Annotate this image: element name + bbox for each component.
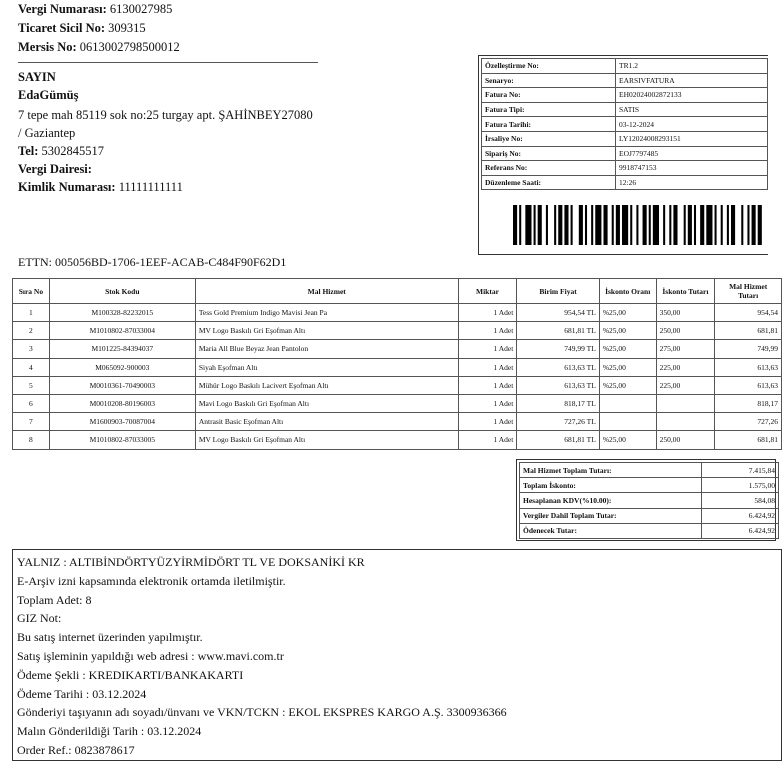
- barcode: [513, 205, 768, 245]
- barcode-bar: [727, 205, 729, 245]
- totals-row: [520, 523, 779, 538]
- table-cell: %25,00: [599, 358, 656, 376]
- table-cell: M100328-82232015: [49, 304, 195, 322]
- meta-label: Fatura Tipi:: [482, 102, 616, 117]
- table-cell: MV Logo Baskılı Gri Eşofman Altı: [195, 431, 458, 449]
- barcode-bar: [513, 205, 517, 245]
- barcode-bar: [700, 205, 704, 245]
- table-row: [13, 413, 782, 431]
- meta-value: 12:26: [616, 175, 768, 190]
- barcode-bar: [673, 205, 677, 245]
- table-row: [13, 340, 782, 358]
- buyer-sayin: SAYIN: [18, 70, 56, 84]
- table-cell: 1 Adet: [458, 340, 517, 358]
- table-cell: [599, 413, 656, 431]
- table-cell: MV Logo Baskılı Gri Eşofman Altı: [195, 322, 458, 340]
- table-cell: 749,99 TL: [517, 340, 599, 358]
- barcode-bar: [643, 205, 647, 245]
- table-cell: 681,81 TL: [517, 431, 599, 449]
- meta-value: 03-12-2024: [616, 117, 768, 132]
- meta-row: [482, 73, 768, 88]
- table-cell: M1600903-70087004: [49, 413, 195, 431]
- buyer-address: 7 tepe mah 85119 sok no:25 turgay apt. ŞAHİNBEY27080 / Gaziantep: [18, 108, 313, 140]
- header-mal-hizmet: Mal Hizmet: [195, 279, 458, 304]
- meta-label: Referans No:: [482, 161, 616, 176]
- note-line: YALNIZ : ALTIBİNDÖRTYÜZYİRMİDÖRT TL VE DOKSANİKİ KR: [17, 555, 365, 569]
- note-line: E-Arşiv izni kapsamında elektronik ortamda iletilmiştir.: [17, 573, 286, 588]
- totals-table: [519, 462, 779, 539]
- barcode-bar: [538, 205, 542, 245]
- header-mal-hizmet-tutari: Mal Hizmet Tutarı: [715, 279, 782, 304]
- barcode-bar: [758, 205, 762, 245]
- barcode-bar: [747, 205, 749, 245]
- barcode-bar: [579, 205, 583, 245]
- table-cell: 727,26: [715, 413, 782, 431]
- table-cell: 818,17: [715, 394, 782, 412]
- header-miktar: Miktar: [458, 279, 517, 304]
- meta-value: TR1.2: [616, 59, 768, 74]
- ettn: ETTN: 005056BD-1706-1EEF-ACAB-C484F90F62D1: [18, 255, 287, 269]
- table-cell: [656, 413, 715, 431]
- table-cell: 225,00: [656, 376, 715, 394]
- totals-label: Toplam İskonto:: [520, 478, 702, 493]
- notes-box: [12, 549, 782, 761]
- barcode-bar: [525, 205, 531, 245]
- totals-value: 6.424,92: [702, 508, 779, 523]
- barcode-bar: [558, 205, 562, 245]
- barcode-bar: [669, 205, 671, 245]
- totals-value: 1.575,00: [702, 478, 779, 493]
- table-cell: 613,63: [715, 376, 782, 394]
- barcode-bar: [546, 205, 548, 245]
- table-cell: 954,54: [715, 304, 782, 322]
- table-cell: 4: [13, 358, 50, 376]
- meta-row: [482, 161, 768, 176]
- meta-row: [482, 131, 768, 146]
- meta-row: [482, 117, 768, 132]
- header-birim-fiyat: Birim Fiyat: [517, 279, 599, 304]
- note-line: Satış işleminin yapıldığı web adresi : www.mavi.com.tr: [17, 648, 284, 663]
- invoice-meta-table: [481, 58, 768, 190]
- table-row: [13, 431, 782, 449]
- meta-row: [482, 102, 768, 117]
- table-cell: 1 Adet: [458, 376, 517, 394]
- meta-label: Sipariş No:: [482, 146, 616, 161]
- barcode-bar: [630, 205, 632, 245]
- barcode-bar: [564, 205, 568, 245]
- meta-value: LY12024008293151: [616, 131, 768, 146]
- table-cell: M1010802-87033004: [49, 322, 195, 340]
- table-row: [13, 394, 782, 412]
- note-line: Gönderiyi taşıyanın adı soyadı/ünvanı ve VKN/TCKN : EKOL EKSPRES KARGO A.Ş. 3300936366: [17, 705, 507, 720]
- header-stok-kodu: Stok Kodu: [49, 279, 195, 304]
- table-cell: Tess Gold Premium Indigo Mavisi Jean Pa: [195, 304, 458, 322]
- table-cell: 1 Adet: [458, 413, 517, 431]
- barcode-bar: [571, 205, 573, 245]
- table-cell: 1 Adet: [458, 394, 517, 412]
- buyer-tax-office: Vergi Dairesi:: [18, 162, 92, 176]
- barcode-bar: [591, 205, 593, 245]
- table-cell: 5: [13, 376, 50, 394]
- note-line: Ödeme Şekli : KREDIKARTI/BANKAKARTI: [17, 667, 244, 682]
- barcode-bar: [534, 205, 536, 245]
- table-cell: Siyah Eşofman Altı: [195, 358, 458, 376]
- note-line: GIZ Not:: [17, 611, 62, 626]
- table-cell: 613,63: [715, 358, 782, 376]
- meta-label: Özelleştirme No:: [482, 59, 616, 74]
- meta-value: SATIS: [616, 102, 768, 117]
- barcode-bar: [616, 205, 620, 245]
- barcode-bar: [554, 205, 556, 245]
- barcode-bar: [688, 205, 692, 245]
- barcode-bar: [706, 205, 712, 245]
- table-cell: 225,00: [656, 358, 715, 376]
- barcode-bar: [595, 205, 601, 245]
- meta-row: [482, 59, 768, 74]
- barcode-bar: [721, 205, 723, 245]
- divider: [18, 62, 318, 63]
- table-cell: Mavi Logo Baskılı Gri Eşofman Altı: [195, 394, 458, 412]
- table-row: [13, 358, 782, 376]
- meta-label: Fatura No:: [482, 88, 616, 103]
- table-cell: 681,81: [715, 322, 782, 340]
- totals-value: 6.424,92: [702, 523, 779, 538]
- buyer-tel: Tel: 5302845517: [18, 144, 104, 158]
- meta-label: Düzenleme Saati:: [482, 175, 616, 190]
- totals-label: Vergiler Dahil Toplam Tutar:: [520, 508, 702, 523]
- totals-row: [520, 508, 779, 523]
- barcode-bar: [636, 205, 638, 245]
- barcode-bar: [585, 205, 587, 245]
- buyer-info: [18, 68, 348, 196]
- barcode-bar: [752, 205, 756, 245]
- table-cell: M065092-900003: [49, 358, 195, 376]
- note-line: Ödeme Tarihi : 03.12.2024: [17, 686, 147, 701]
- table-cell: 1 Adet: [458, 304, 517, 322]
- barcode-bar: [663, 205, 665, 245]
- barcode-bar: [684, 205, 686, 245]
- barcode-bar: [612, 205, 614, 245]
- table-cell: %25,00: [599, 340, 656, 358]
- meta-value: EH02024002872133: [616, 88, 768, 103]
- table-cell: 350,00: [656, 304, 715, 322]
- meta-value: 9918747153: [616, 161, 768, 176]
- barcode-bar: [741, 205, 743, 245]
- table-cell: Mühür Logo Baskılı Lacivert Eşofman Altı: [195, 376, 458, 394]
- items-table: [12, 278, 782, 450]
- table-cell: 250,00: [656, 322, 715, 340]
- note-line: Malın Gönderildiği Tarih : 03.12.2024: [17, 724, 202, 739]
- meta-row: [482, 88, 768, 103]
- meta-row: [482, 146, 768, 161]
- meta-value: EOJ7797485: [616, 146, 768, 161]
- buyer-id: Kimlik Numarası: 11111111111: [18, 180, 183, 194]
- table-cell: 613,63 TL: [517, 376, 599, 394]
- totals-row: [520, 493, 779, 508]
- barcode-bar: [649, 205, 651, 245]
- table-cell: M1010802-87033005: [49, 431, 195, 449]
- totals-label: Hesaplanan KDV(%10.00):: [520, 493, 702, 508]
- table-cell: %25,00: [599, 304, 656, 322]
- table-cell: [599, 394, 656, 412]
- header-iskonto-orani: İskonto Oranı: [599, 279, 656, 304]
- meta-row: [482, 175, 768, 190]
- header-sira: Sıra No: [13, 279, 50, 304]
- meta-label: İrsaliye No:: [482, 131, 616, 146]
- barcode-bar: [603, 205, 607, 245]
- table-cell: Maria All Blue Beyaz Jean Pantolon: [195, 340, 458, 358]
- table-cell: 250,00: [656, 431, 715, 449]
- meta-value: EARSIVFATURA: [616, 73, 768, 88]
- table-cell: 7: [13, 413, 50, 431]
- note-line: Order Ref.: 0823878617: [17, 742, 135, 757]
- table-cell: 954,54 TL: [517, 304, 599, 322]
- totals-value: 584,08: [702, 493, 779, 508]
- table-cell: 1 Adet: [458, 358, 517, 376]
- note-line: Toplam Adet: 8: [17, 592, 92, 607]
- seller-tax-number: Vergi Numarası: 6130027985: [18, 2, 173, 16]
- table-cell: 1 Adet: [458, 431, 517, 449]
- table-cell: M0010361-70490003: [49, 376, 195, 394]
- barcode-bar: [622, 205, 628, 245]
- totals-value: 7.415,84: [702, 463, 779, 478]
- table-cell: 681,81 TL: [517, 322, 599, 340]
- barcode-bar: [519, 205, 521, 245]
- buyer-name: EdaGümüş: [18, 88, 79, 102]
- meta-label: Senaryo:: [482, 73, 616, 88]
- table-cell: 727,26 TL: [517, 413, 599, 431]
- totals-label: Ödenecek Tutar:: [520, 523, 702, 538]
- barcode-bar: [653, 205, 659, 245]
- header-iskonto-tutari: İskonto Tutarı: [656, 279, 715, 304]
- table-cell: %25,00: [599, 376, 656, 394]
- barcode-bar: [694, 205, 696, 245]
- table-cell: [656, 394, 715, 412]
- table-cell: 1: [13, 304, 50, 322]
- seller-info: [18, 0, 180, 57]
- totals-label: Mal Hizmet Toplam Tutarı:: [520, 463, 702, 478]
- meta-label: Fatura Tarihi:: [482, 117, 616, 132]
- table-cell: 613,63 TL: [517, 358, 599, 376]
- table-cell: 2: [13, 322, 50, 340]
- seller-trade-registry: Ticaret Sicil No: 309315: [18, 21, 146, 35]
- items-header-row: [13, 279, 782, 304]
- note-line: Bu satış internet üzerinden yapılmıştır.: [17, 630, 203, 645]
- table-cell: 1 Adet: [458, 322, 517, 340]
- table-cell: 3: [13, 340, 50, 358]
- table-cell: %25,00: [599, 322, 656, 340]
- barcode-bar: [731, 205, 735, 245]
- table-cell: M101225-84394037: [49, 340, 195, 358]
- table-cell: 8: [13, 431, 50, 449]
- table-row: [13, 304, 782, 322]
- table-cell: 818,17 TL: [517, 394, 599, 412]
- table-cell: Antrasit Basic Eşofman Altı: [195, 413, 458, 431]
- seller-mersis: Mersis No: 0613002798500012: [18, 40, 180, 54]
- table-cell: 749,99: [715, 340, 782, 358]
- totals-row: [520, 463, 779, 478]
- table-row: [13, 376, 782, 394]
- totals-row: [520, 478, 779, 493]
- table-cell: M0010208-80196003: [49, 394, 195, 412]
- table-cell: 6: [13, 394, 50, 412]
- table-cell: %25,00: [599, 431, 656, 449]
- table-row: [13, 322, 782, 340]
- table-cell: 275,00: [656, 340, 715, 358]
- barcode-bar: [715, 205, 717, 245]
- table-cell: 681,81: [715, 431, 782, 449]
